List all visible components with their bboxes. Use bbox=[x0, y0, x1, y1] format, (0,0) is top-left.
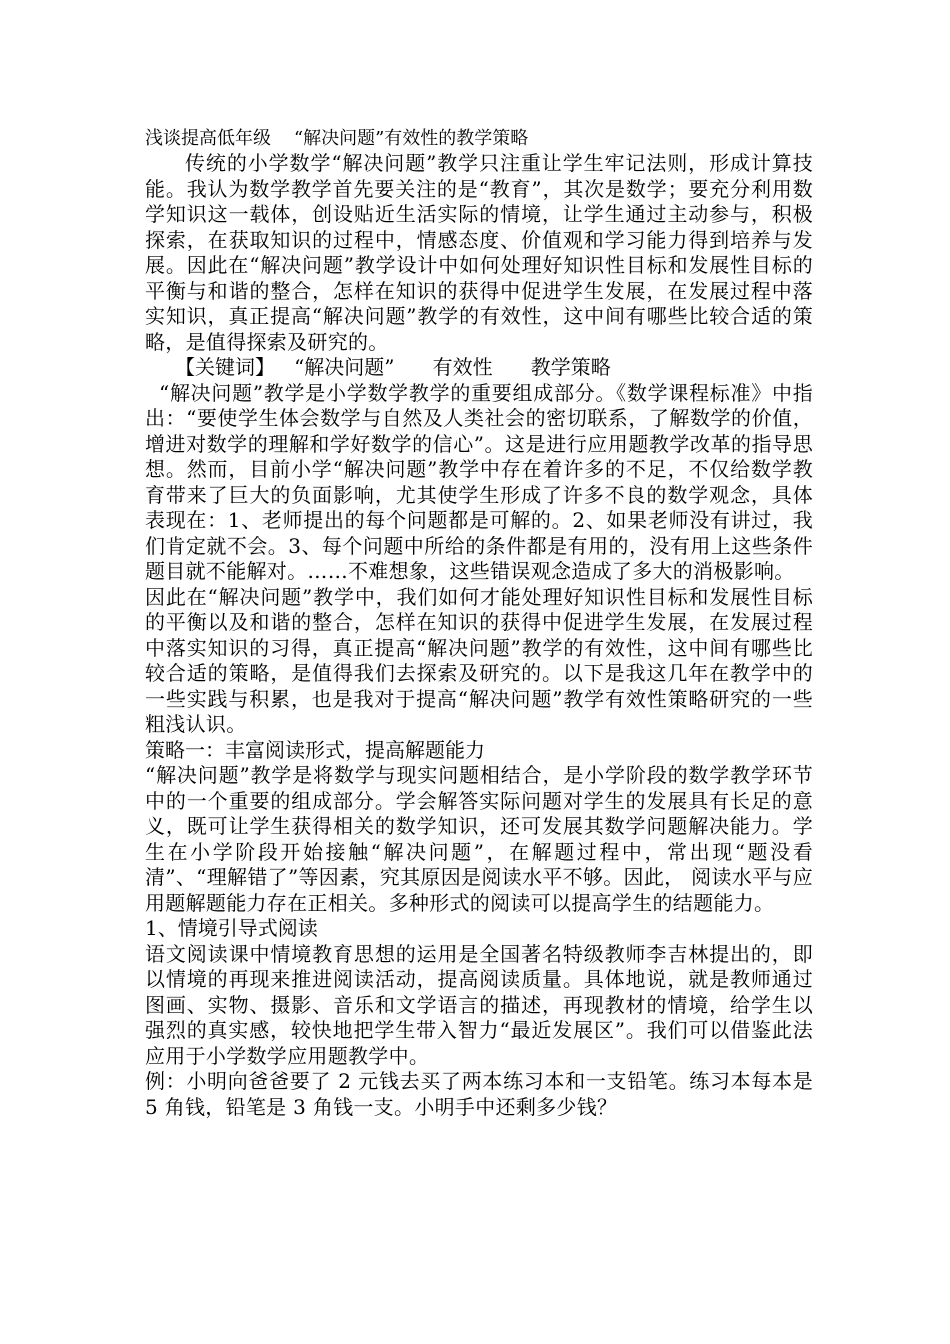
body-paragraph-4: 语文阅读课中情境教育思想的运用是全国著名特级教师李吉林提出的，即以情境的再现来推进阅读活动，提高阅读质量。具体地说，就是教师通过图画、实物、摄影、音乐和文学语言的描述，再现教材的情境，给学生以强烈的真实感，较快地把学生带入智力“最近发展区”。我们可以借鉴此法应用于小学数学应用题教学中。 bbox=[145, 941, 813, 1068]
document-page bbox=[145, 126, 813, 1120]
example-paragraph: 例：小明向爸爸要了 2 元钱去买了两本练习本和一支铅笔。练习本每本是 5 角钱，铅笔是 3 角钱一支。小明手中还剩多少钱？ bbox=[145, 1069, 813, 1119]
keywords-line: 【关键词】 “解决问题” 有效性 教学策略 bbox=[175, 355, 611, 379]
intro-paragraph: 传统的小学数学“解决问题”教学只注重让学生牢记法则，形成计算技能。我认为数学教学首先要关注的是“教育”，其次是数学；要充分利用数学知识这一载体，创设贴近生活实际的情境，让学生通过主动参与，积极探索，在获取知识的过程中，情感态度、价值观和学习能力得到培养与发展。因此在“解决问题”教学设计中如何处理好知识性目标和发展性目标的平衡与和谐的整合，怎样在知识的获得中促进学生发展，在发展过程中落实知识，真正提高“解决问题”教学的有效性，这中间有哪些比较合适的策略，是值得探索及研究的。 bbox=[145, 151, 813, 354]
strategy-heading-1: 策略一：丰富阅读形式，提高解题能力 bbox=[145, 737, 485, 762]
body-paragraph-2: 因此在“解决问题”教学中，我们如何才能处理好知识性目标和发展性目标的平衡以及和谐的整合，怎样在知识的获得中促进学生发展，在发展过程中落实知识的习得，真正提高“解决问题”教学的有效性，这中间有哪些比较合适的策略，是值得我们去探索及研究的。以下是我这几年在教学中的一些实践与积累，也是我对于提高“解决问题”教学有效性策略研究的一些粗浅认识。 bbox=[145, 584, 813, 736]
body-paragraph-3: “解决问题”教学是将数学与现实问题相结合，是小学阶段的数学教学环节中的一个重要的组成部分。学会解答实际问题对学生的发展具有长足的意义，既可让学生获得相关的数学知识，还可发展其数学问题解决能力。学生在小学阶段开始接触“解决问题”，在解题过程中，常出现“题没看清”、“理解错了”等因素，究其原因是阅读水平不够。因此， 阅读水平与应用题解题能力存在正相关。多种形式的阅读可以提高学生的结题能力。 bbox=[145, 763, 813, 915]
body-paragraph-1: “解决问题”教学是小学数学教学的重要组成部分。《数学课程标准》中指出：“要使学生体会数学与自然及人类社会的密切联系，了解数学的价值，增进对数学的理解和学好数学的信心”。这是进行应用题教学改革的指导思想。然而，目前小学“解决问题”教学中存在着许多的不足，不仅给数学教育带来了巨大的负面影响，尤其使学生形成了许多不良的数学观念，具体表现在：1、老师提出的每个问题都是可解的。2、如果老师没有讲过，我们肯定就不会。3、每个问题中所给的条件都是有用的，没有用上这些条件题目就不能解对。……不难想象，这些错误观念造成了多大的消极影响。 bbox=[145, 380, 813, 583]
document-title: 浅谈提高低年级 “解决问题”有效性的教学策略 bbox=[145, 128, 529, 149]
sub-heading-1: 1、情境引导式阅读 bbox=[145, 916, 318, 940]
